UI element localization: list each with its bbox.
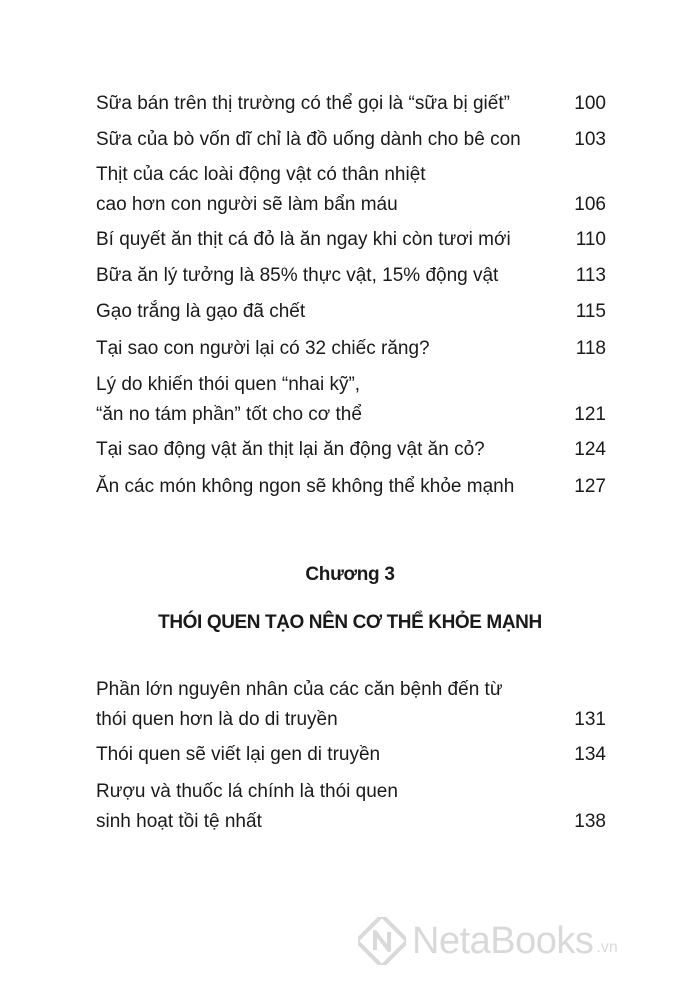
toc-entry xyxy=(96,777,606,837)
netabooks-watermark xyxy=(358,914,693,968)
toc-entry xyxy=(96,675,606,735)
toc-entry xyxy=(96,125,606,155)
toc-entry-page: 138 xyxy=(574,811,606,832)
toc-entry-page: 110 xyxy=(575,229,606,250)
toc-entry-title: Ăn các món không ngon sẽ không thể khỏe mạnh xyxy=(96,476,515,497)
toc-entry-page: 103 xyxy=(574,129,606,150)
watermark-brand: NetaBooks xyxy=(412,919,594,962)
toc-entry-page: 106 xyxy=(574,194,606,215)
toc-entry-page: 100 xyxy=(574,93,606,114)
watermark-suffix: .vn xyxy=(596,939,618,956)
toc-entry xyxy=(96,297,606,327)
toc-entry-page: 134 xyxy=(574,744,606,765)
toc-entry xyxy=(96,334,606,364)
toc-entry-title: Phần lớn nguyên nhân của các căn bệnh đến từ thói quen hơn là do di truyền xyxy=(96,679,503,730)
chapter-title: THÓI QUEN TẠO NÊN CƠ THỂ KHỎE MẠNH xyxy=(158,612,542,633)
toc-entry-page: 127 xyxy=(574,476,606,497)
chapter-label: Chương 3 xyxy=(305,564,395,585)
toc-entry-page: 115 xyxy=(575,301,606,322)
toc-entry xyxy=(96,89,606,119)
toc-entry-page: 121 xyxy=(574,404,606,425)
toc-entry xyxy=(96,472,606,502)
toc-entry-title: Bí quyết ăn thịt cá đỏ là ăn ngay khi còn tươi mới xyxy=(96,229,511,250)
toc-entry-title: Tại sao con người lại có 32 chiếc răng? xyxy=(96,338,430,359)
toc-entry-title: Rượu và thuốc lá chính là thói quen sinh hoạt tồi tệ nhất xyxy=(96,781,398,832)
toc-entry xyxy=(96,225,606,255)
toc-entry xyxy=(96,160,606,220)
toc-entry-title: Thịt của các loài động vật có thân nhiệt cao hơn con người sẽ làm bẩn máu xyxy=(96,164,426,215)
toc-entry xyxy=(96,261,606,291)
toc-entry xyxy=(96,435,606,465)
toc-entry-page: 113 xyxy=(575,265,606,286)
toc-entry-title: Tại sao động vật ăn thịt lại ăn động vật ăn cỏ? xyxy=(96,439,485,460)
toc-entry-page: 131 xyxy=(574,709,606,730)
toc-entry-title: Bữa ăn lý tưởng là 85% thực vật, 15% động vật xyxy=(96,265,499,286)
toc-entry xyxy=(96,740,606,770)
toc-entry xyxy=(96,370,606,430)
toc-entry-title: Lý do khiến thói quen “nhai kỹ”, “ăn no tám phần” tốt cho cơ thể xyxy=(96,374,362,425)
toc-entry-title: Gạo trắng là gạo đã chết xyxy=(96,301,306,322)
toc-entry-title: Thói quen sẽ viết lại gen di truyền xyxy=(96,744,381,765)
toc-entry-title: Sữa bán trên thị trường có thể gọi là “sữa bị giết” xyxy=(96,93,510,114)
netabooks-logo-icon xyxy=(358,917,406,965)
toc-entry-page: 124 xyxy=(574,439,606,460)
toc-entry-title: Sữa của bò vốn dĩ chỉ là đồ uống dành cho bê con xyxy=(96,129,521,150)
toc-entry-page: 118 xyxy=(575,338,606,359)
